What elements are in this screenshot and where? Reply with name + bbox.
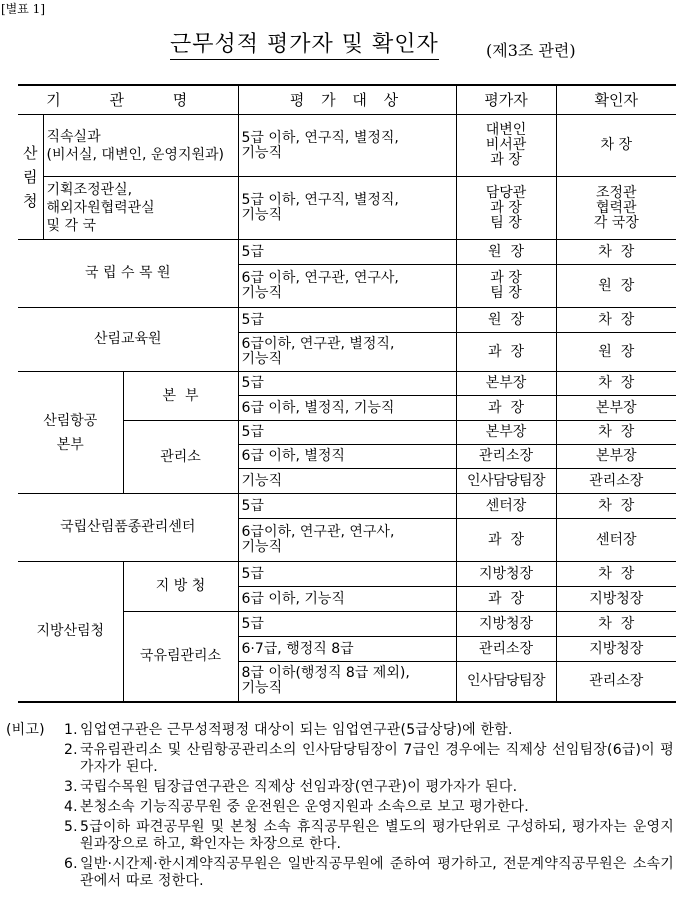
rater-cell: 센터장 bbox=[456, 494, 556, 519]
aviation-main: 본 부 bbox=[123, 372, 238, 421]
confirmer-cell: 원 장 bbox=[556, 265, 676, 308]
target-cell: 5급 bbox=[238, 240, 456, 265]
confirmer-cell: 차 장 bbox=[556, 421, 676, 445]
rater-cell: 관리소장 bbox=[456, 637, 556, 662]
confirmer-cell: 차 장 bbox=[556, 494, 676, 519]
rater-cell: 과 장 bbox=[456, 587, 556, 612]
page-title: 근무성적 평가자 및 확인자 bbox=[170, 32, 439, 60]
table-row bbox=[18, 177, 676, 240]
target-cell: 5급 bbox=[238, 494, 456, 519]
regional-office: 지 방 청 bbox=[123, 562, 238, 612]
group-education: 산림교육원 bbox=[18, 308, 238, 372]
header-confirmer: 확인자 bbox=[556, 85, 676, 115]
group-aviation: 산림항공 본부 bbox=[18, 372, 123, 494]
remarks-label: (비고) bbox=[6, 722, 45, 738]
target-cell: 6급 이하, 별정직 bbox=[238, 445, 456, 469]
table-row bbox=[18, 562, 676, 587]
rater-cell: 인사담당팀장 bbox=[456, 662, 556, 702]
rater-cell: 관리소장 bbox=[456, 445, 556, 469]
rater-cell: 원 장 bbox=[456, 240, 556, 265]
confirmer-cell: 지방청장 bbox=[556, 637, 676, 662]
rater-cell: 지방청장 bbox=[456, 562, 556, 587]
rater-cell: 대변인 비서관 과 장 bbox=[456, 115, 556, 177]
rater-cell: 인사담당팀장 bbox=[456, 469, 556, 494]
target-cell: 6급이하, 연구관, 연구사, 기능직 bbox=[238, 519, 456, 562]
target-cell: 6급 이하, 연구관, 연구사, 기능직 bbox=[238, 265, 456, 308]
confirmer-cell: 원 장 bbox=[556, 333, 676, 372]
confirmer-cell: 차 장 bbox=[556, 562, 676, 587]
confirmer-cell: 차 장 bbox=[556, 372, 676, 396]
confirmer-cell: 관리소장 bbox=[556, 469, 676, 494]
remark-item: 3. 국립수목원 팀장급연구관은 직제상 선임과장(연구관)이 평가자가 된다. bbox=[64, 779, 518, 795]
confirmer-cell: 관리소장 bbox=[556, 662, 676, 702]
confirmer-cell: 차 장 bbox=[556, 115, 676, 177]
evaluator-table bbox=[18, 84, 676, 703]
table-row bbox=[18, 115, 676, 177]
target-cell: 5급 bbox=[238, 562, 456, 587]
forest-office: 국유림관리소 bbox=[123, 612, 238, 702]
table-row bbox=[18, 240, 676, 265]
target-cell: 5급 bbox=[238, 308, 456, 333]
rater-cell: 본부장 bbox=[456, 421, 556, 445]
sub-unit-label: 직속실과 (비서실, 대변인, 운영지원과) bbox=[43, 115, 238, 177]
header-rater: 평가자 bbox=[456, 85, 556, 115]
target-cell: 5급 bbox=[238, 612, 456, 637]
confirmer-cell: 지방청장 bbox=[556, 587, 676, 612]
table-row bbox=[18, 494, 676, 519]
target-cell: 6급 이하, 별정직, 기능직 bbox=[238, 396, 456, 421]
header-target: 평 가 대 상 bbox=[238, 85, 456, 115]
target-cell: 5급 이하, 연구직, 별정직, 기능직 bbox=[238, 177, 456, 240]
title-subtitle: (제3조 관련) bbox=[486, 41, 576, 60]
rater-cell: 과 장 bbox=[456, 396, 556, 421]
rater-cell: 과 장 팀 장 bbox=[456, 265, 556, 308]
sub-unit-label: 기획조정관실, 해외자원협력관실 및 각 국 bbox=[43, 177, 238, 240]
confirmer-cell: 차 장 bbox=[556, 240, 676, 265]
target-cell: 6·7급, 행정직 8급 bbox=[238, 637, 456, 662]
target-cell: 5급 bbox=[238, 372, 456, 396]
remark-item: 6. 일반·시간제·한시계약직공무원은 일반직공무원에 준하여 평가하고, 전문계약직공무원은 소속기관에서 따로 정한다. bbox=[64, 856, 674, 889]
table-header-row bbox=[18, 85, 676, 115]
rater-cell: 본부장 bbox=[456, 372, 556, 396]
confirmer-cell: 센터장 bbox=[556, 519, 676, 562]
rater-cell: 과 장 bbox=[456, 519, 556, 562]
aviation-office: 관리소 bbox=[123, 421, 238, 494]
remark-item: (비고) 1. 임업연구관은 근무성적평정 대상이 되는 임업연구관(5급상당)에 한함. bbox=[6, 722, 513, 738]
target-cell: 5급 이하, 연구직, 별정직, 기능직 bbox=[238, 115, 456, 177]
target-cell: 6급이하, 연구관, 별정직, 기능직 bbox=[238, 333, 456, 372]
confirmer-cell: 조정관 협력관 각 국장 bbox=[556, 177, 676, 240]
target-cell: 6급 이하, 기능직 bbox=[238, 587, 456, 612]
group-sanrimcheong: 산 림 청 bbox=[18, 115, 43, 240]
rater-cell: 과 장 bbox=[456, 333, 556, 372]
group-regional: 지방산림청 bbox=[18, 562, 123, 702]
table-row bbox=[18, 372, 676, 396]
rater-cell: 지방청장 bbox=[456, 612, 556, 637]
group-arboretum: 국 립 수 목 원 bbox=[18, 240, 238, 308]
table-row bbox=[18, 308, 676, 333]
confirmer-cell: 차 장 bbox=[556, 308, 676, 333]
remark-item: 5. 5급이하 파견공무원 및 본청 소속 휴직공무원은 별도의 평가단위로 구성하되, 평가자는 운영지원과장으로 하고, 확인자는 차장으로 한다. bbox=[64, 819, 674, 852]
header-agency: 기 관 명 bbox=[18, 85, 238, 115]
rater-cell: 담당관 과 장 팀 장 bbox=[456, 177, 556, 240]
confirmer-cell: 본부장 bbox=[556, 396, 676, 421]
appendix-tag: [별표 1] bbox=[1, 2, 45, 16]
confirmer-cell: 차 장 bbox=[556, 612, 676, 637]
remark-item: 2. 국유림관리소 및 산림항공관리소의 인사담당팀장이 7급인 경우에는 직제상 선임팀장(6급)이 평가자가 된다. bbox=[64, 742, 674, 775]
target-cell: 기능직 bbox=[238, 469, 456, 494]
rater-cell: 원 장 bbox=[456, 308, 556, 333]
remark-item: 4. 본청소속 기능직공무원 중 운전원은 운영지원과 소속으로 보고 평가한다. bbox=[64, 799, 529, 815]
confirmer-cell: 본부장 bbox=[556, 445, 676, 469]
target-cell: 8급 이하(행정직 8급 제외), 기능직 bbox=[238, 662, 456, 702]
remarks-section bbox=[6, 722, 674, 893]
target-cell: 5급 bbox=[238, 421, 456, 445]
group-variety-center: 국립산림품종관리센터 bbox=[18, 494, 238, 562]
